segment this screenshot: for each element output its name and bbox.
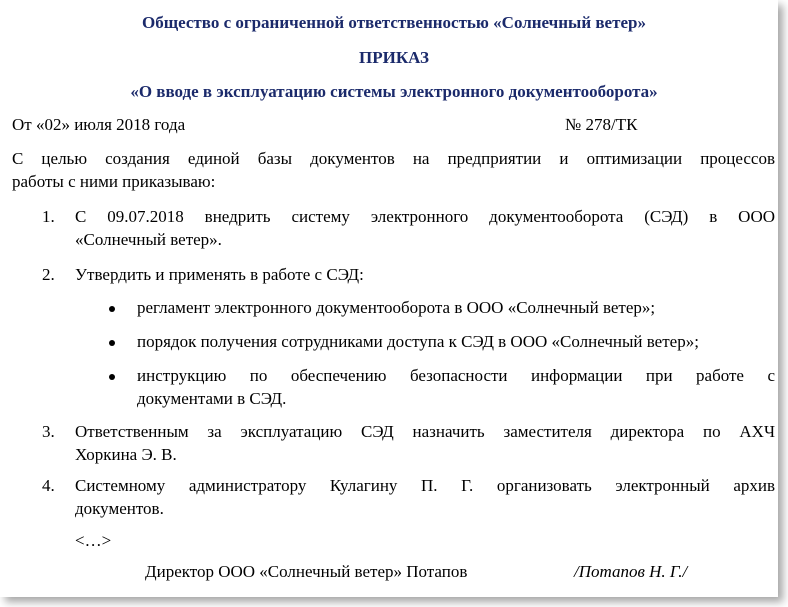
item-number-4: 4. (42, 476, 55, 495)
item-3-line-1: Ответственным за эксплуатацию СЭД назначить заместителя директора по АХЧ (75, 422, 775, 441)
item-4-line-2: документов. (75, 499, 164, 518)
item-4-line-1: Системному администратору Кулагину П. Г. организовать электронный архив (75, 476, 775, 495)
item-number-2: 2. (42, 265, 55, 284)
subitem-3-line-1: инструкцию по обеспечению безопасности информации при работе с (137, 366, 775, 385)
bullet-icon (109, 340, 115, 346)
item-number-1: 1. (42, 207, 55, 226)
bullet-icon (109, 374, 115, 380)
subitem-1: регламент электронного документооборота в ООО «Солнечный ветер»; (137, 298, 656, 317)
organization-name: Общество с ограниченной ответственностью «Солнечный ветер» (142, 13, 646, 32)
item-2-line-1: Утвердить и применять в работе с СЭД: (75, 265, 364, 284)
document-subject: «О вводе в эксплуатацию системы электронного документооборота» (130, 82, 658, 101)
omission-mark: <…> (75, 531, 112, 550)
signature-name: /Потапов Н. Г./ (574, 562, 688, 581)
signature-position: Директор ООО «Солнечный ветер» Потапов (145, 562, 468, 581)
subitem-3-line-2: документами в СЭД. (137, 389, 287, 408)
order-number: № 278/ТК (565, 115, 638, 134)
item-1-line-2: «Солнечный ветер». (75, 230, 222, 249)
bullet-icon (109, 306, 115, 312)
item-1-line-1: С 09.07.2018 внедрить систему электронного документооборота (СЭД) в ООО (75, 207, 775, 226)
intro-line-2: работы с ними приказываю: (12, 172, 216, 191)
document-type: ПРИКАЗ (359, 48, 429, 67)
item-number-3: 3. (42, 422, 55, 441)
intro-line-1: С целью создания единой базы документов на предприятии и оптимизации процессов (12, 149, 775, 168)
item-3-line-2: Хоркина Э. В. (75, 445, 177, 464)
subitem-2: порядок получения сотрудниками доступа к СЭД в ООО «Солнечный ветер»; (137, 332, 699, 351)
order-date: От «02» июля 2018 года (12, 115, 186, 134)
